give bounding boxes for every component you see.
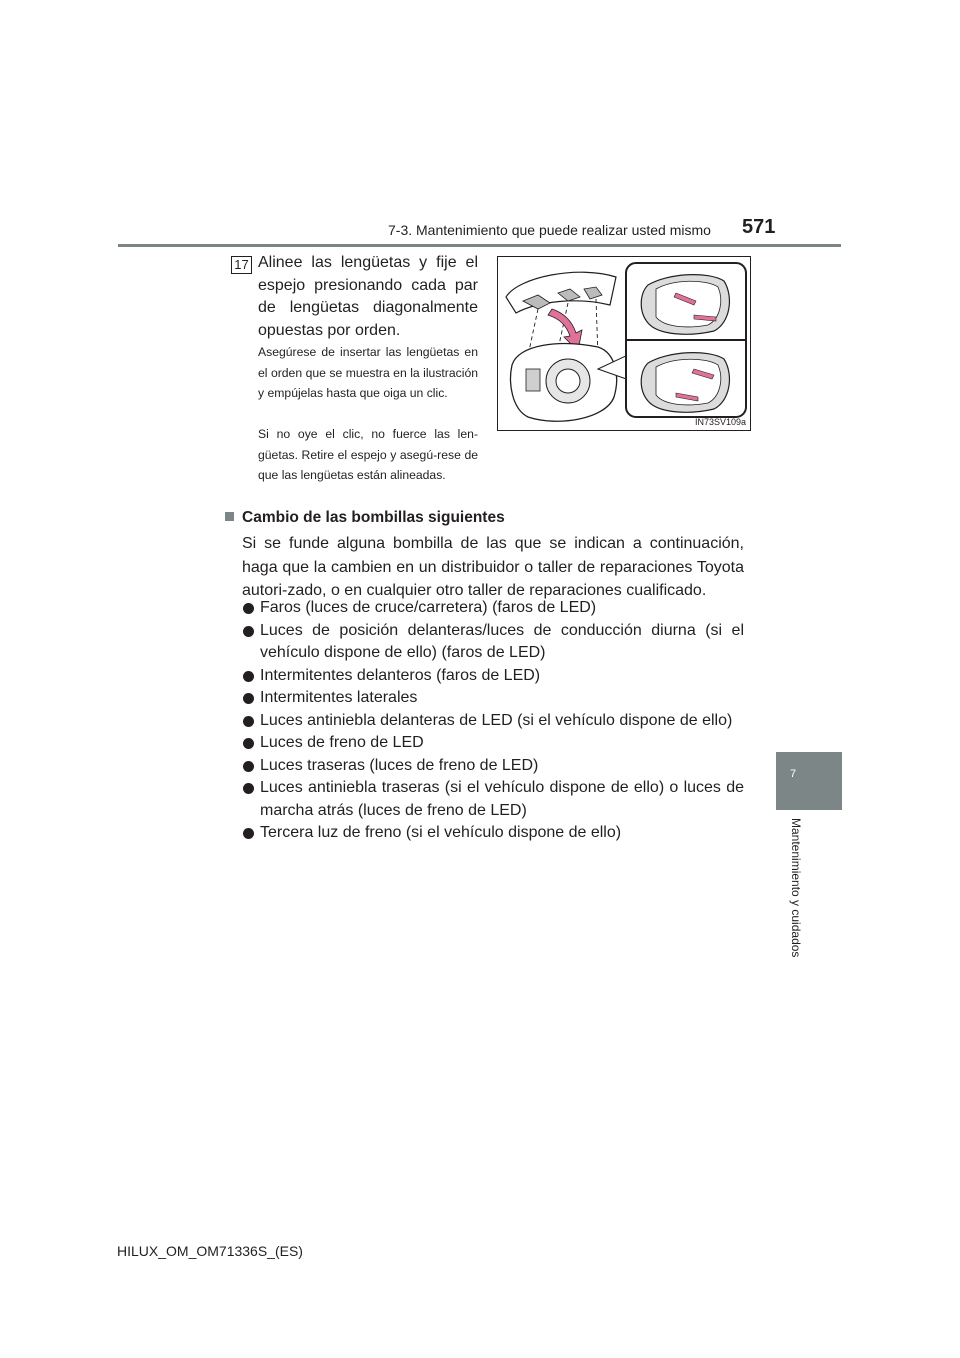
section-heading — [225, 509, 505, 527]
section-intro: Si se funde alguna bombilla de las que se indican a continuación, haga que la cambien en un distribuidor o taller de reparaciones Toyota autori-zado, o en cualquier otro taller de reparaciones cualificado. — [242, 535, 744, 599]
motor-hub — [556, 369, 580, 393]
list-item: Luces de freno de LED — [242, 732, 744, 755]
step-number-box: 17 — [231, 256, 252, 274]
list-item: Luces antiniebla delanteras de LED (si el vehículo dispone de ello) — [242, 710, 744, 733]
list-item: Luces antiniebla traseras (si el vehículo dispone de ello) o luces de marcha atrás (luces de freno de LED) — [242, 777, 744, 822]
header-rule — [118, 244, 841, 247]
list-item: Luces traseras (luces de freno de LED) — [242, 755, 744, 778]
bulb-list — [242, 597, 744, 845]
step-note-2: Si no oye el clic, no fuerce las len-güetas. Retire el espejo y asegú-rese de que las lengüetas están alineadas. — [258, 427, 478, 482]
chapter-tab — [776, 752, 842, 810]
mirror-drawing — [498, 257, 751, 431]
page-number: 571 — [742, 216, 776, 238]
connector — [526, 369, 540, 391]
step-instruction: Alinee las lengüetas y fije el espejo presionando cada par de lengüetas diagonalmente opuestas por orden. — [258, 254, 478, 339]
chapter-title: Mantenimiento y cuidados — [789, 818, 803, 958]
list-item: Tercera luz de freno (si el vehículo dispone de ello) — [242, 822, 744, 845]
section-marker-icon — [225, 512, 234, 521]
list-item: Intermitentes laterales — [242, 687, 744, 710]
list-item: Intermitentes delanteros (faros de LED) — [242, 665, 744, 688]
step-note-1: Asegúrese de insertar las lengüetas en el orden que se muestra en la ilustración y empújelas hasta que oiga un clic. — [258, 345, 478, 400]
mirror-illustration — [497, 256, 751, 431]
figure-code: IN73SV109a — [694, 417, 746, 427]
section-title: Cambio de las bombillas siguientes — [242, 509, 505, 526]
footer-doc-code: HILUX_OM_OM71336S_(ES) — [117, 1243, 303, 1259]
list-item: Luces de posición delanteras/luces de conducción diurna (si el vehículo dispone de ello) (faros de LED) — [242, 620, 744, 665]
list-item: Faros (luces de cruce/carretera) (faros de LED) — [242, 597, 744, 620]
chapter-number: 7 — [790, 768, 797, 780]
header-section-title: 7-3. Mantenimiento que puede realizar usted mismo — [388, 222, 711, 238]
